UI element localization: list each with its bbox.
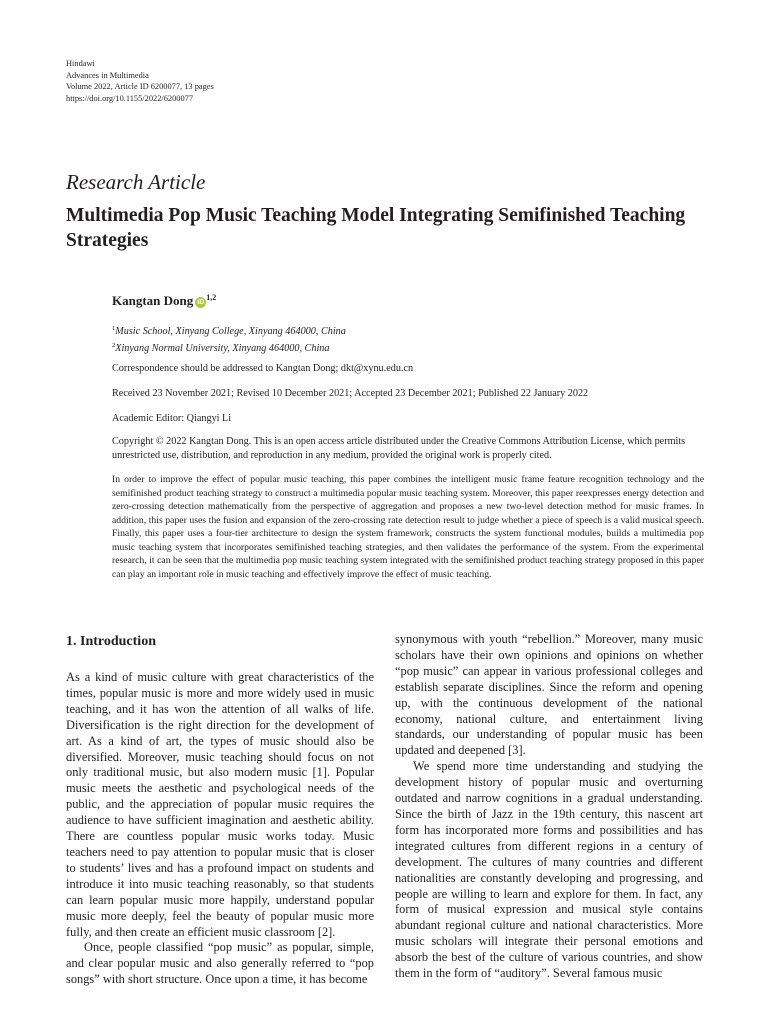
affiliations [112,322,704,355]
volume-info: Volume 2022, Article ID 6200077, 13 pages [66,82,214,92]
section-heading: 1. Introduction [66,634,156,649]
doi-link[interactable]: https://doi.org/10.1155/2022/6200077 [66,93,194,103]
journal-name: Advances in Multimedia [66,70,149,80]
author-line [112,293,216,309]
body-column-right [395,632,703,982]
author-affil-marks: 1,2 [206,293,217,302]
affiliation-1: $^1$Music School, Xinyang College, Xinyang 464000, China [112,325,346,337]
paragraph: Once, people classified “pop music” as popular, simple, and clear popular music and also generally referred to “pop songs” with short structure. Once upon a time, it has become [66,940,374,987]
article-type: Research Article [66,170,206,194]
paper-title: Multimedia Pop Music Teaching Model Integrating Semifinished Teaching Strategies [66,205,686,251]
body-column-left [66,632,374,988]
journal-header [66,58,214,104]
orcid-icon[interactable]: iD [197,299,205,306]
paragraph: As a kind of music culture with great characteristics of the times, popular music is more and more widely used in music teaching, and it has won the attention of all walks of life. Diversification is the right direction for the development of art. As a kind of art, the types of music should also be diversified. Moreover, music teaching should focus on not only traditional music, but also modern music [1]. Popular music meets the aesthetic and psychological needs of the public, and the appreciation of popular music requires the audience to have sufficient imagination and aesthetic ability. There are countless popular music works today. Music teachers need to pay attention to popular music that is closer to students’ lives and has a profound impact on students and introduce it into music teaching reasonably, so that students can learn popular music more happily, understand popular music more deeply, feel the beauty of popular music more fully, and then create an efficient music classroom [2]. [66,670,374,939]
paragraph: synonymous with youth “rebellion.” Moreover, many music scholars have their own opinions and opinions on whether “pop music” can appear in various professional colleges and establish separate disciplines. Since the reform and opening up, with the continuous development of the national economy, national culture, and entertainment living standards, our understanding of popular music has been updated and deepened [3]. [395,632,703,758]
publication-dates: Received 23 November 2021; Revised 10 December 2021; Accepted 23 December 2021; Published 22 January 2022 [112,388,589,399]
affiliation-2: $^2$Xinyang Normal University, Xinyang 464000, China [112,341,330,354]
academic-editor: Academic Editor: Qiangyi Li [112,413,232,424]
publisher-name: Hindawi [66,59,95,68]
abstract: In order to improve the effect of popular music teaching, this paper combines the intelligent music frame feature recognition technology and the semifinished product teaching strategy to construct a multimedia popular music teaching system. Moreover, this paper reexpresses energy detection and zero-crossing detection mathematically from the perspective of aggregation and proposes a new two-level detection method for music frames. In addition, this paper uses the fusion and expansion of the zero-crossing rate detection result to judge whether a piece of speech is a valid musical speech. Finally, this paper uses a four-tier architecture to design the system framework, constructs the system functional modules, builds a multimedia pop music teaching system that incorporates semifinished teaching strategies, and then validates the performance of the system. From the experimental research, it can be seen that the multimedia pop music teaching system integrated with the semifinished product teaching strategy proposed in this paper can play an important role in music teaching and effectively improve the effect of music teaching. [112,474,704,580]
copyright-notice: Copyright © 2022 Kangtan Dong. This is an open access article distributed under the Creative Commons Attribution License, which permits unrestricted use, distribution, and reproduction in any medium, provided the original work is properly cited. [112,436,686,461]
correspondence: Correspondence should be addressed to Kangtan Dong; dkt@xynu.edu.cn [112,363,414,374]
author-name[interactable]: Kangtan Dong [112,293,194,308]
paragraph: We spend more time understanding and studying the development history of popular music and overturning outdated and narrow cognitions in a gradual understanding. Since the birth of Jazz in the 19th century, this nascent art form has incorporated more forms and possibilities and has integrated cultures from different regions in a century of development. The cultures of many countries and different nationalities are constantly developing and progressing, and people are willing to learn and explore for them. In fact, any form of musical expression and musical style contains abundant regional culture and national characteristics. More music scholars will integrate their personal emotions and absorb the best of the culture of various countries, and show them in the form of “auditory”. Several famous music [395,759,703,981]
